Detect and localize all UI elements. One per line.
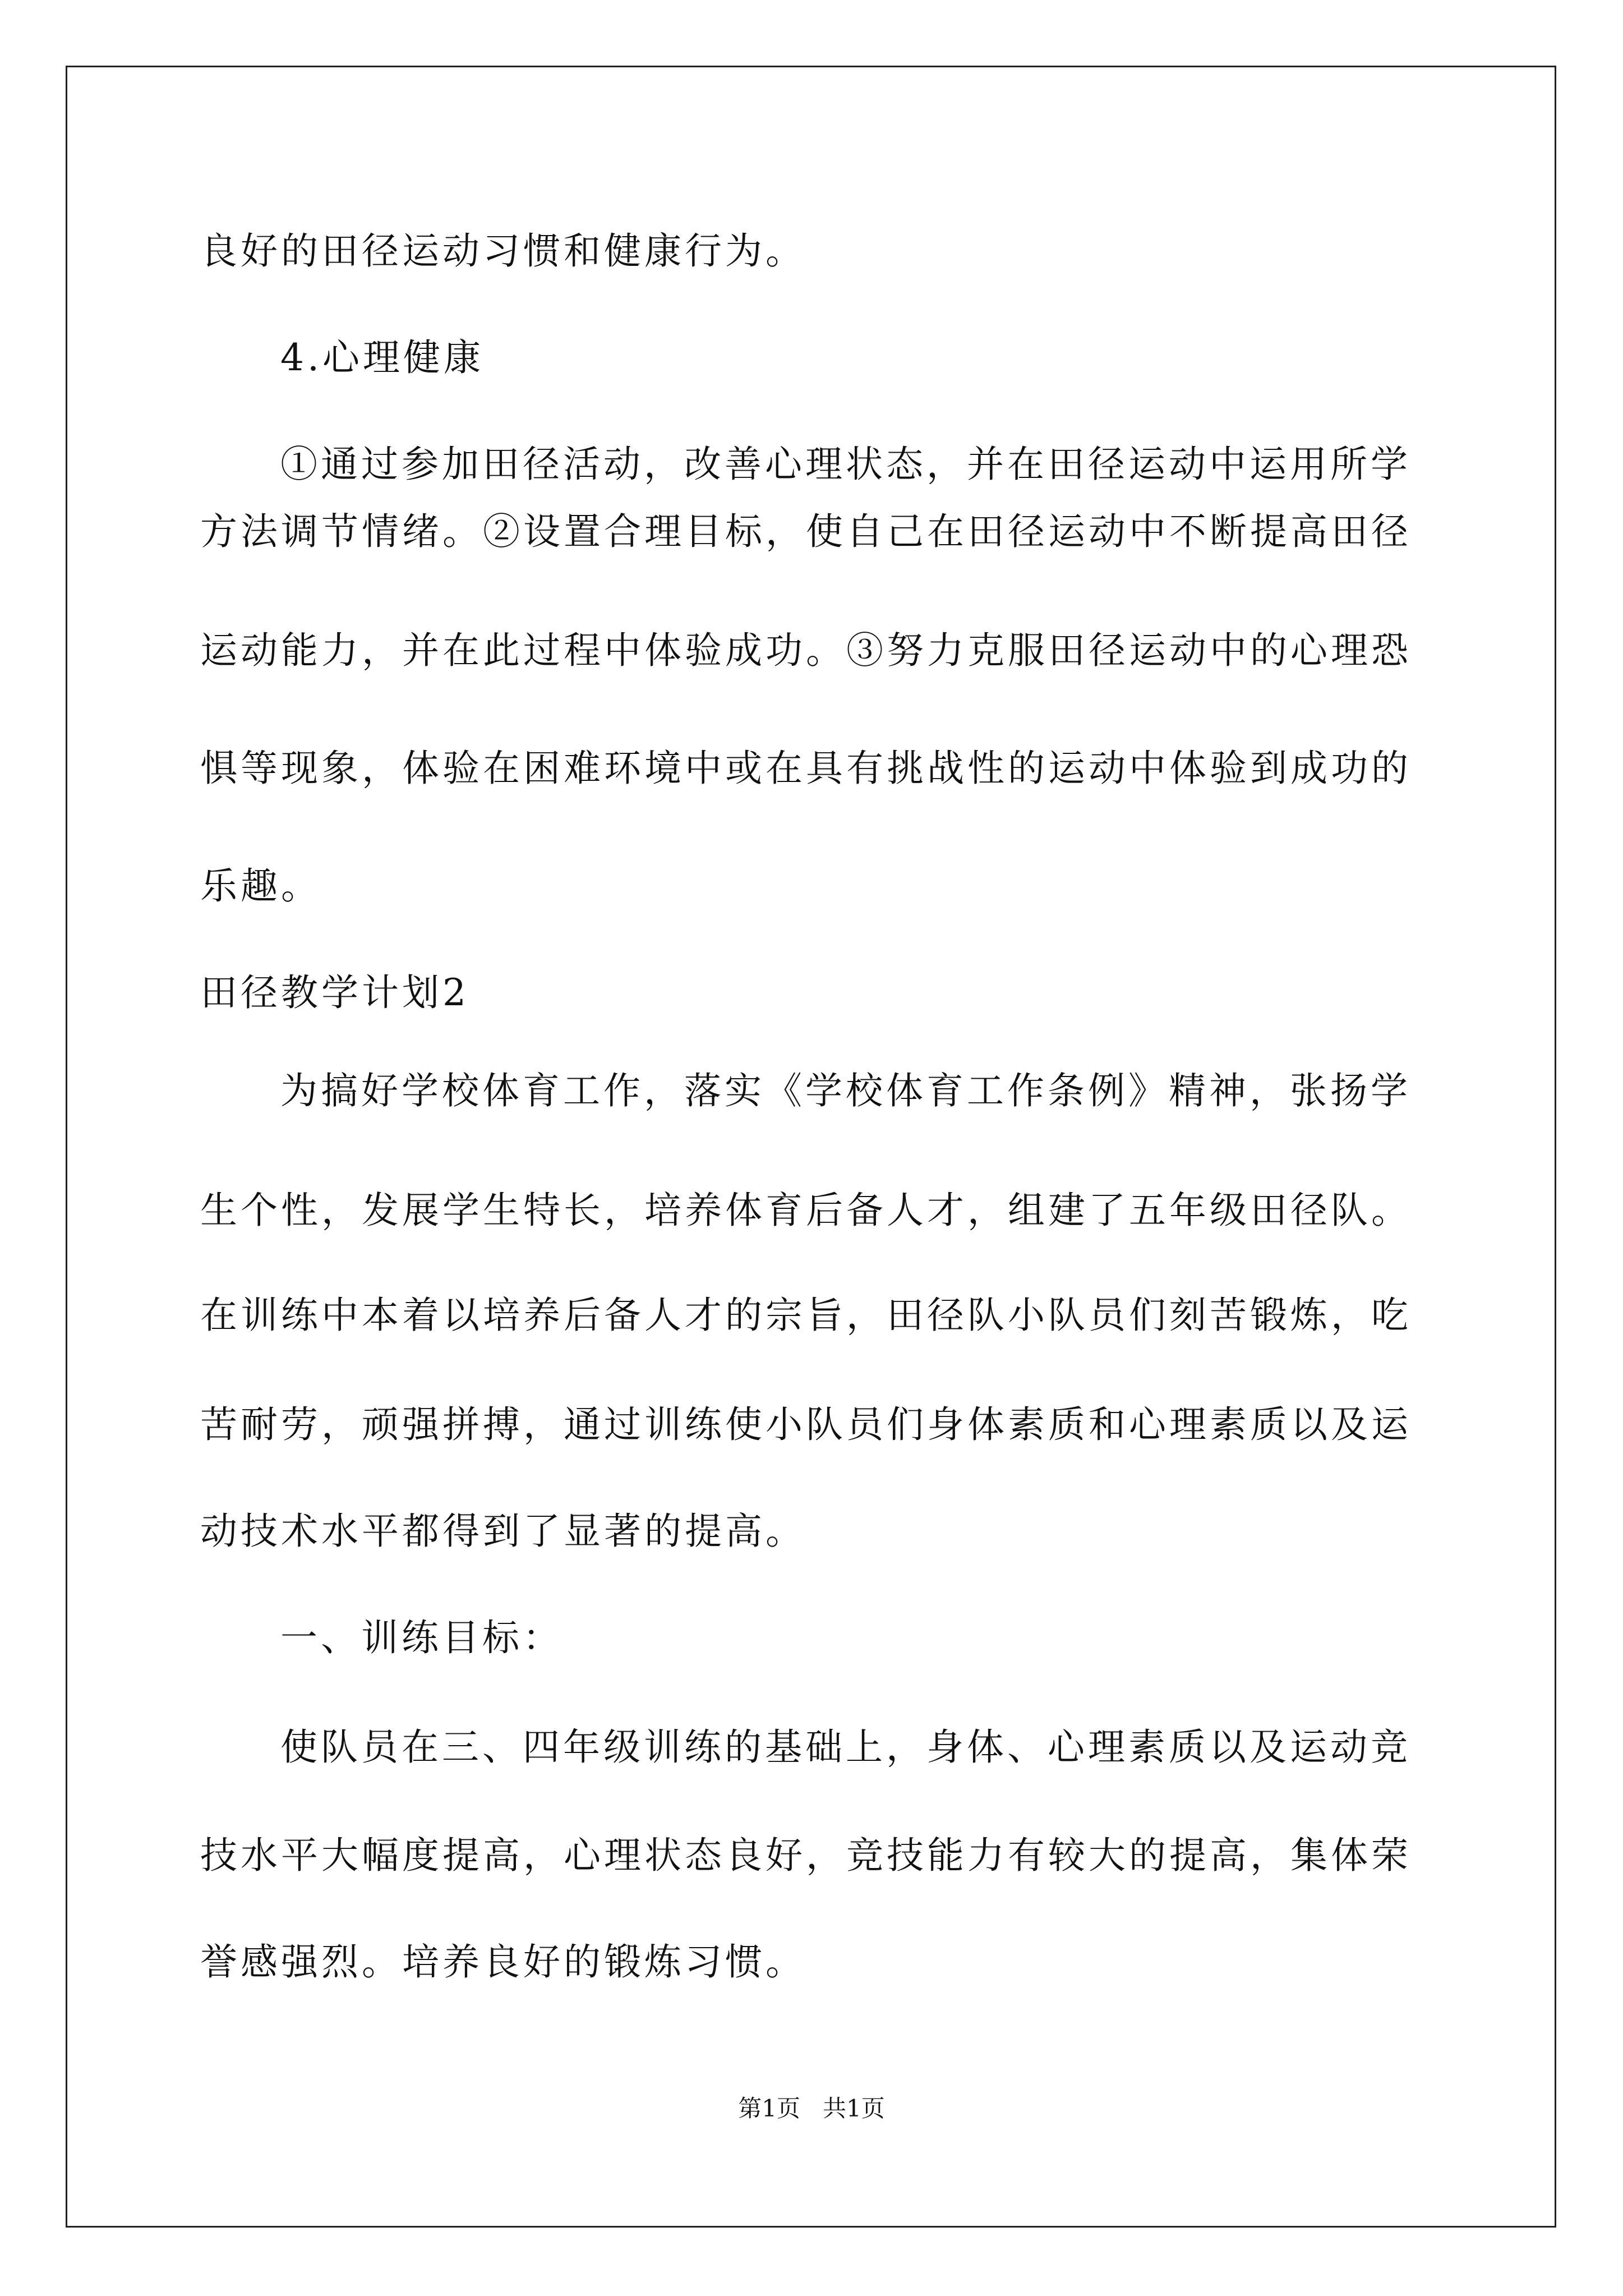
- page-border: [66, 66, 1556, 2228]
- section-heading: 4.心理健康: [280, 336, 484, 379]
- text-line: 技水平大幅度提高，心理状态良好，竞技能力有较大的提高，集体荣: [200, 1834, 1412, 1877]
- page-footer: 第1页 共1页: [738, 2095, 885, 2122]
- text-line: 运动能力，并在此过程中体验成功。③努力克服田径运动中的心理恐: [200, 629, 1412, 672]
- text-line: 誉感强烈。培养良好的锻炼习惯。: [200, 1940, 806, 1984]
- document-title: 田径教学计划2: [200, 971, 469, 1014]
- text-line: 使队员在三、四年级训练的基础上，身体、心理素质以及运动竞: [280, 1726, 1411, 1769]
- text-line: 惧等现象，体验在困难环境中或在具有挑战性的运动中体验到成功的: [200, 747, 1412, 790]
- section-heading: 一、训练目标：: [280, 1616, 563, 1659]
- text-line: 苦耐劳，顽强拼搏，通过训练使小队员们身体素质和心理素质以及运: [200, 1403, 1412, 1446]
- text-line: 良好的田径运动习惯和健康行为。: [200, 229, 806, 273]
- text-line: 动技术水平都得到了显著的提高。: [200, 1510, 806, 1553]
- text-line: 在训练中本着以培养后备人才的宗旨，田径队小队员们刻苦锻炼，吃: [200, 1294, 1412, 1337]
- text-line: 生个性，发展学生特长，培养体育后备人才，组建了五年级田径队。: [200, 1189, 1412, 1232]
- text-line: 方法调节情绪。②设置合理目标，使自己在田径运动中不断提高田径: [200, 510, 1412, 553]
- text-line: 乐趣。: [200, 864, 321, 908]
- text-line: ①通过参加田径活动，改善心理状态，并在田径运动中运用所学: [280, 443, 1411, 486]
- text-line: 为搞好学校体育工作，落实《学校体育工作条例》精神，张扬学: [280, 1069, 1411, 1112]
